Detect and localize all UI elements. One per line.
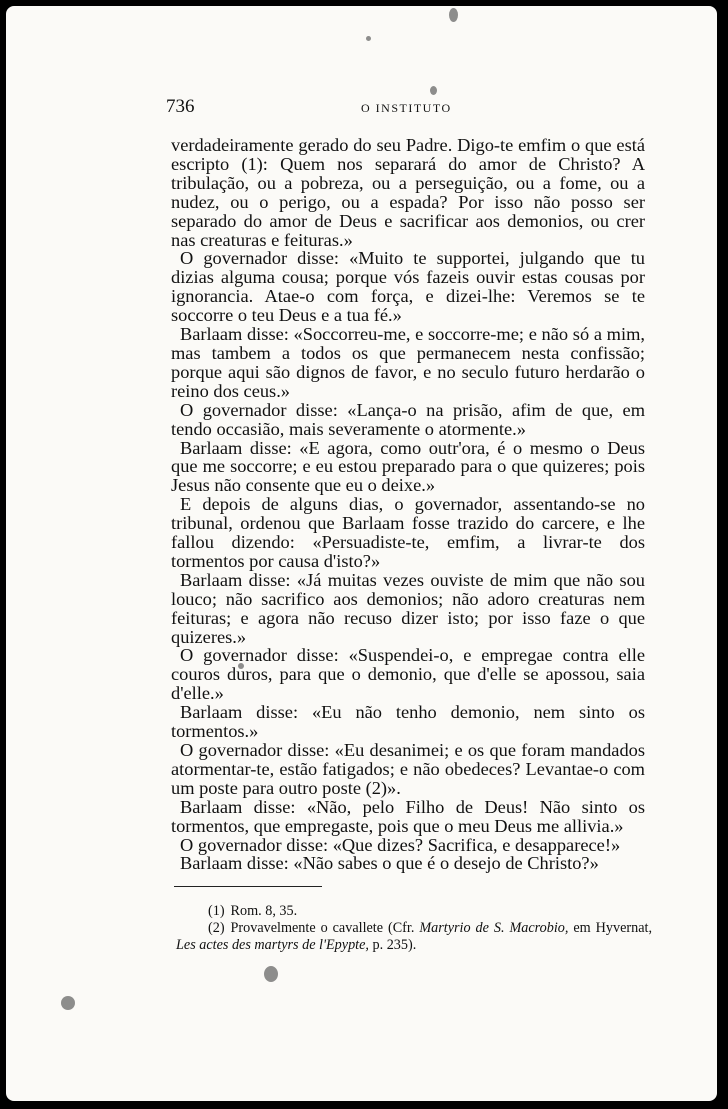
footnote: [176, 903, 652, 920]
ink-speck: [430, 86, 437, 95]
ink-speck: [366, 36, 371, 41]
ink-speck: [449, 8, 458, 22]
paragraph: O governador disse: «Eu desanimei; e os que foram mandados atormentar-te, estão fatigados; e não obedeces? Levantae-o com um poste para outro poste (2)».: [171, 740, 645, 798]
ink-speck: [264, 966, 278, 982]
paragraph: Barlaam disse: «Soccorreu-me, e soccorre-me; e não só a mim, mas tambem a todos os que permanecem nesta confissão; porque aqui são dignos de favor, e no seculo futuro herdarão o reino dos ceus.»: [171, 324, 645, 401]
book-page: [6, 6, 717, 1101]
page-header: [166, 96, 656, 116]
paragraph: O governador disse: «Lança-o na prisão, afim de que, em tendo occasião, mais severamente o atormente.»: [171, 399, 645, 439]
footnote-divider: [174, 886, 322, 887]
footnote-text: Rom. 8, 35.: [230, 903, 298, 919]
paragraph: E depois de alguns dias, o governador, assentando-se no tribunal, ordenou que Barlaam fosse trazido do carcere, e lhe fallou dizendo: «Persuadiste-te, emfim, a livrar-te dos tormentos por causa d'isto?»: [171, 494, 645, 571]
paragraph: Barlaam disse: «Eu não tenho demonio, nem sinto os tormentos.»: [171, 702, 645, 742]
footnote-text: Provavelmente o cavallete (Cfr.: [230, 920, 420, 936]
ink-speck: [61, 996, 75, 1010]
paragraph: O governador disse: «Que dizes? Sacrifica, e desapparece!»: [180, 834, 621, 855]
footnote-text: p. 235).: [368, 937, 417, 953]
footnote-text: em Hyvernat,: [568, 920, 653, 936]
paragraph: Barlaam disse: «Não, pelo Filho de Deus! Não sinto os tormentos, que empregaste, pois que o meu Deus me allivia.»: [171, 796, 645, 836]
footnote: [176, 920, 652, 954]
footnote-number: (1): [208, 903, 225, 919]
running-head: O INSTITUTO: [361, 101, 452, 115]
page-number: 736: [166, 96, 195, 117]
body-text: [171, 136, 645, 873]
paragraph: O governador disse: «Muito te supportei, julgando que tu dizias alguma cousa; porque vós fazeis ouvir estas cousas por ignorancia. Atae-o com força, e dizei-lhe: Veremos se te soccorre o teu Deus e a tua fé.»: [171, 248, 645, 326]
paragraph: O governador disse: «Suspendei-o, e empregae contra elle couros duros, para que o demonio, que d'elle se apossou, saia d'elle.»: [171, 645, 645, 704]
paragraph: verdadeiramente gerado do seu Padre. Digo-te emfim o que está escripto (1): Quem nos separará do amor de Christo? A tribulação, ou a pobreza, ou a perseguição, ou a fome, ou a nudez, ou o perigo, ou a espada? Por isso não posso ser separado do amor de Deus e sacrificar aos demonios, ou crer nas creaturas e feituras.»: [171, 135, 645, 250]
footnotes: [176, 903, 652, 954]
footnote-number: (2): [208, 920, 225, 936]
paragraph: Barlaam disse: «Não sabes o que é o desejo de Christo?»: [180, 853, 599, 874]
paragraph: Barlaam disse: «Já muitas vezes ouviste de mim que não sou louco; não sacrifico aos demonios; não adoro creaturas nem feituras; e agora não recuso dizer isto; por isso faze o que quizeres.»: [171, 569, 645, 647]
footnote-title: Les actes des martyrs de l'Epypte,: [176, 937, 369, 953]
paragraph: Barlaam disse: «E agora, como outr'ora, é o mesmo o Deus que me soccorre; e eu estou preparado para o que quizeres; pois Jesus não consente que eu o deixe.»: [171, 437, 645, 496]
footnote-title: Martyrio de S. Macrobio,: [419, 920, 569, 936]
